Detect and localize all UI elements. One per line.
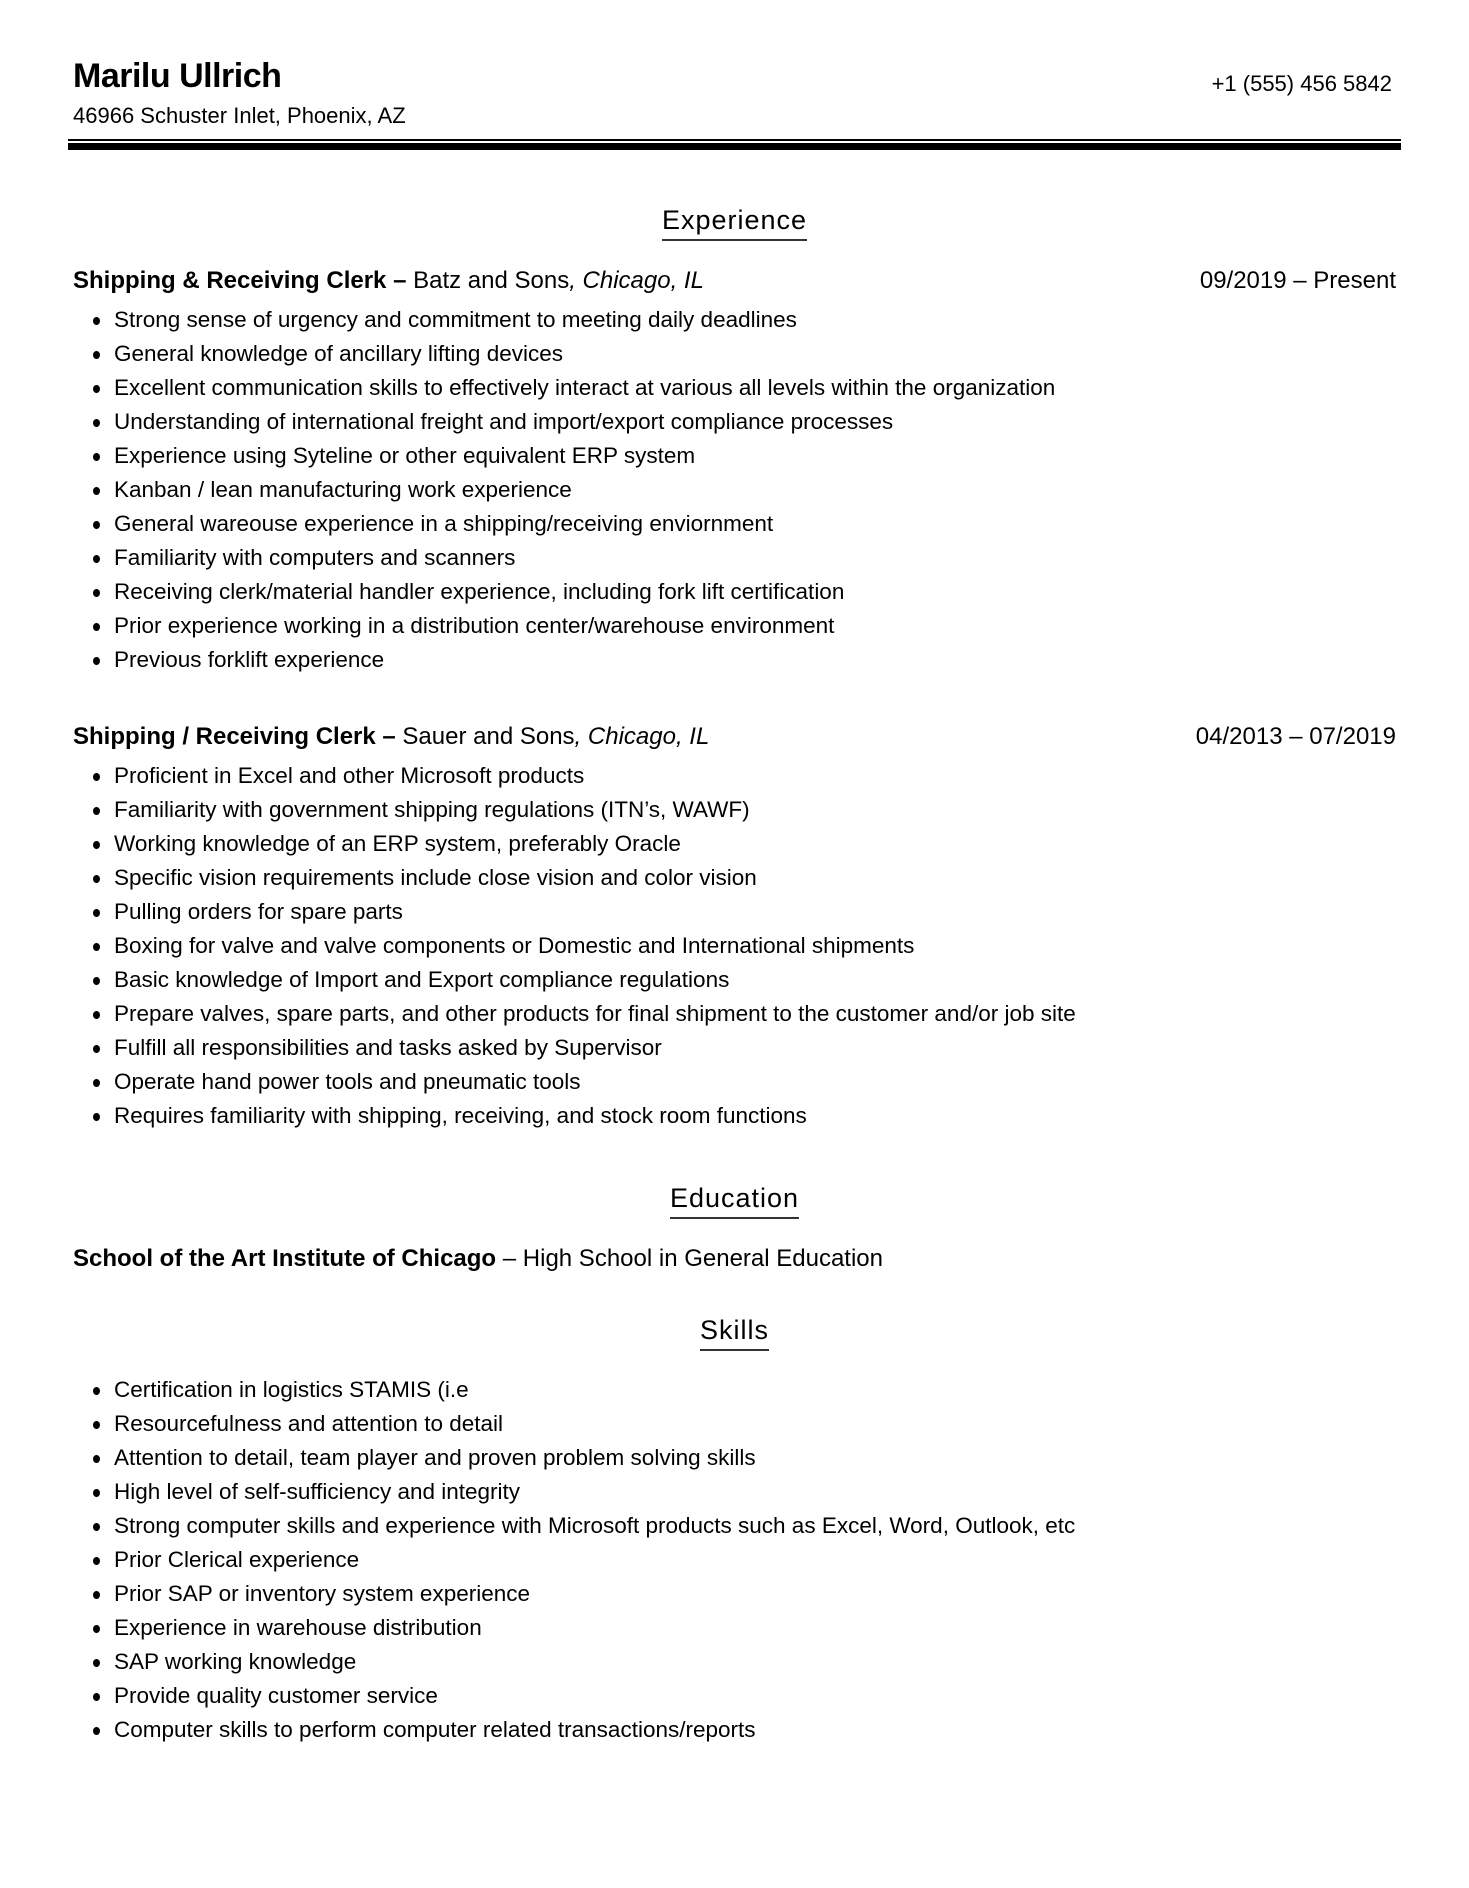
job-company: Batz and Sons	[406, 267, 570, 294]
job-bullet-list	[73, 759, 1396, 1133]
education-separator: –	[496, 1245, 523, 1272]
list-item: Experience in warehouse distribution	[73, 1611, 1396, 1645]
list-item: Basic knowledge of Import and Export compliance regulations	[73, 963, 1396, 997]
section-title-education	[73, 1181, 1396, 1219]
list-item: Specific vision requirements include close vision and color vision	[73, 861, 1396, 895]
list-item: Operate hand power tools and pneumatic tools	[73, 1065, 1396, 1099]
list-item: General wareouse experience in a shipping/receiving enviornment	[73, 507, 1396, 541]
list-item: Prior Clerical experience	[73, 1543, 1396, 1577]
section-title-experience-text: Experience	[662, 203, 807, 241]
list-item: General knowledge of ancillary lifting devices	[73, 337, 1396, 371]
list-item: Familiarity with computers and scanners	[73, 541, 1396, 575]
resume-page	[73, 0, 1396, 1742]
job-dates: 09/2019 – Present	[1199, 267, 1396, 294]
list-item: Proficient in Excel and other Microsoft products	[73, 759, 1396, 793]
list-item: Kanban / lean manufacturing work experience	[73, 473, 1396, 507]
list-item: Certification in logistics STAMIS (i.e	[73, 1373, 1396, 1407]
job-company: Sauer and Sons	[395, 723, 575, 750]
list-item: Working knowledge of an ERP system, preferably Oracle	[73, 827, 1396, 861]
list-item: High level of self-sufficiency and integrity	[73, 1475, 1396, 1509]
candidate-phone: +1 (555) 456 5842	[1211, 71, 1392, 96]
education-degree: High School in General Education	[522, 1245, 884, 1272]
section-title-experience	[73, 203, 1396, 241]
list-item: Understanding of international freight and import/export compliance processes	[73, 405, 1396, 439]
list-item: Prepare valves, spare parts, and other products for final shipment to the customer and/or job site	[73, 997, 1396, 1031]
section-title-skills	[73, 1313, 1396, 1351]
list-item: SAP working knowledge	[73, 1645, 1396, 1679]
section-title-skills-text: Skills	[700, 1313, 769, 1351]
list-item: Experience using Syteline or other equivalent ERP system	[73, 439, 1396, 473]
resume-header	[73, 0, 1396, 128]
job-location: , Chicago, IL	[569, 267, 704, 294]
list-item: Resourcefulness and attention to detail	[73, 1407, 1396, 1441]
candidate-address: 46966 Schuster Inlet, Phoenix, AZ	[73, 103, 406, 128]
job-title: Shipping / Receiving Clerk –	[73, 723, 396, 750]
list-item: Fulfill all responsibilities and tasks asked by Supervisor	[73, 1031, 1396, 1065]
job-bullet-list	[73, 303, 1396, 677]
list-item: Receiving clerk/material handler experience, including fork lift certification	[73, 575, 1396, 609]
list-item: Provide quality customer service	[73, 1679, 1396, 1713]
list-item: Previous forklift experience	[73, 643, 1396, 677]
list-item: Requires familiarity with shipping, receiving, and stock room functions	[73, 1099, 1396, 1133]
list-item: Pulling orders for spare parts	[73, 895, 1396, 929]
skills-list	[73, 1373, 1396, 1747]
job-dates: 04/2013 – 07/2019	[1195, 723, 1396, 750]
job-location: , Chicago, IL	[574, 723, 710, 750]
list-item: Prior experience working in a distribution center/warehouse environment	[73, 609, 1396, 643]
list-item: Prior SAP or inventory system experience	[73, 1577, 1396, 1611]
job-heading	[73, 721, 1396, 753]
list-item: Boxing for valve and valve components or Domestic and International shipments	[73, 929, 1396, 963]
list-item: Strong sense of urgency and commitment to meeting daily deadlines	[73, 303, 1396, 337]
candidate-name: Marilu Ullrich	[73, 57, 282, 95]
list-item: Attention to detail, team player and proven problem solving skills	[73, 1441, 1396, 1475]
job-heading	[73, 265, 1396, 297]
list-item: Familiarity with government shipping regulations (ITN’s, WAWF)	[73, 793, 1396, 827]
list-item: Strong computer skills and experience with Microsoft products such as Excel, Word, Outlook, etc	[73, 1509, 1396, 1543]
list-item: Computer skills to perform computer related transactions/reports	[73, 1713, 1396, 1747]
education-school: School of the Art Institute of Chicago	[73, 1245, 497, 1272]
job-title: Shipping & Receiving Clerk –	[73, 267, 407, 294]
list-item: Excellent communication skills to effectively interact at various all levels within the organization	[73, 371, 1396, 405]
education-entry	[73, 1243, 883, 1275]
header-divider	[68, 139, 1401, 150]
section-title-education-text: Education	[670, 1181, 799, 1219]
